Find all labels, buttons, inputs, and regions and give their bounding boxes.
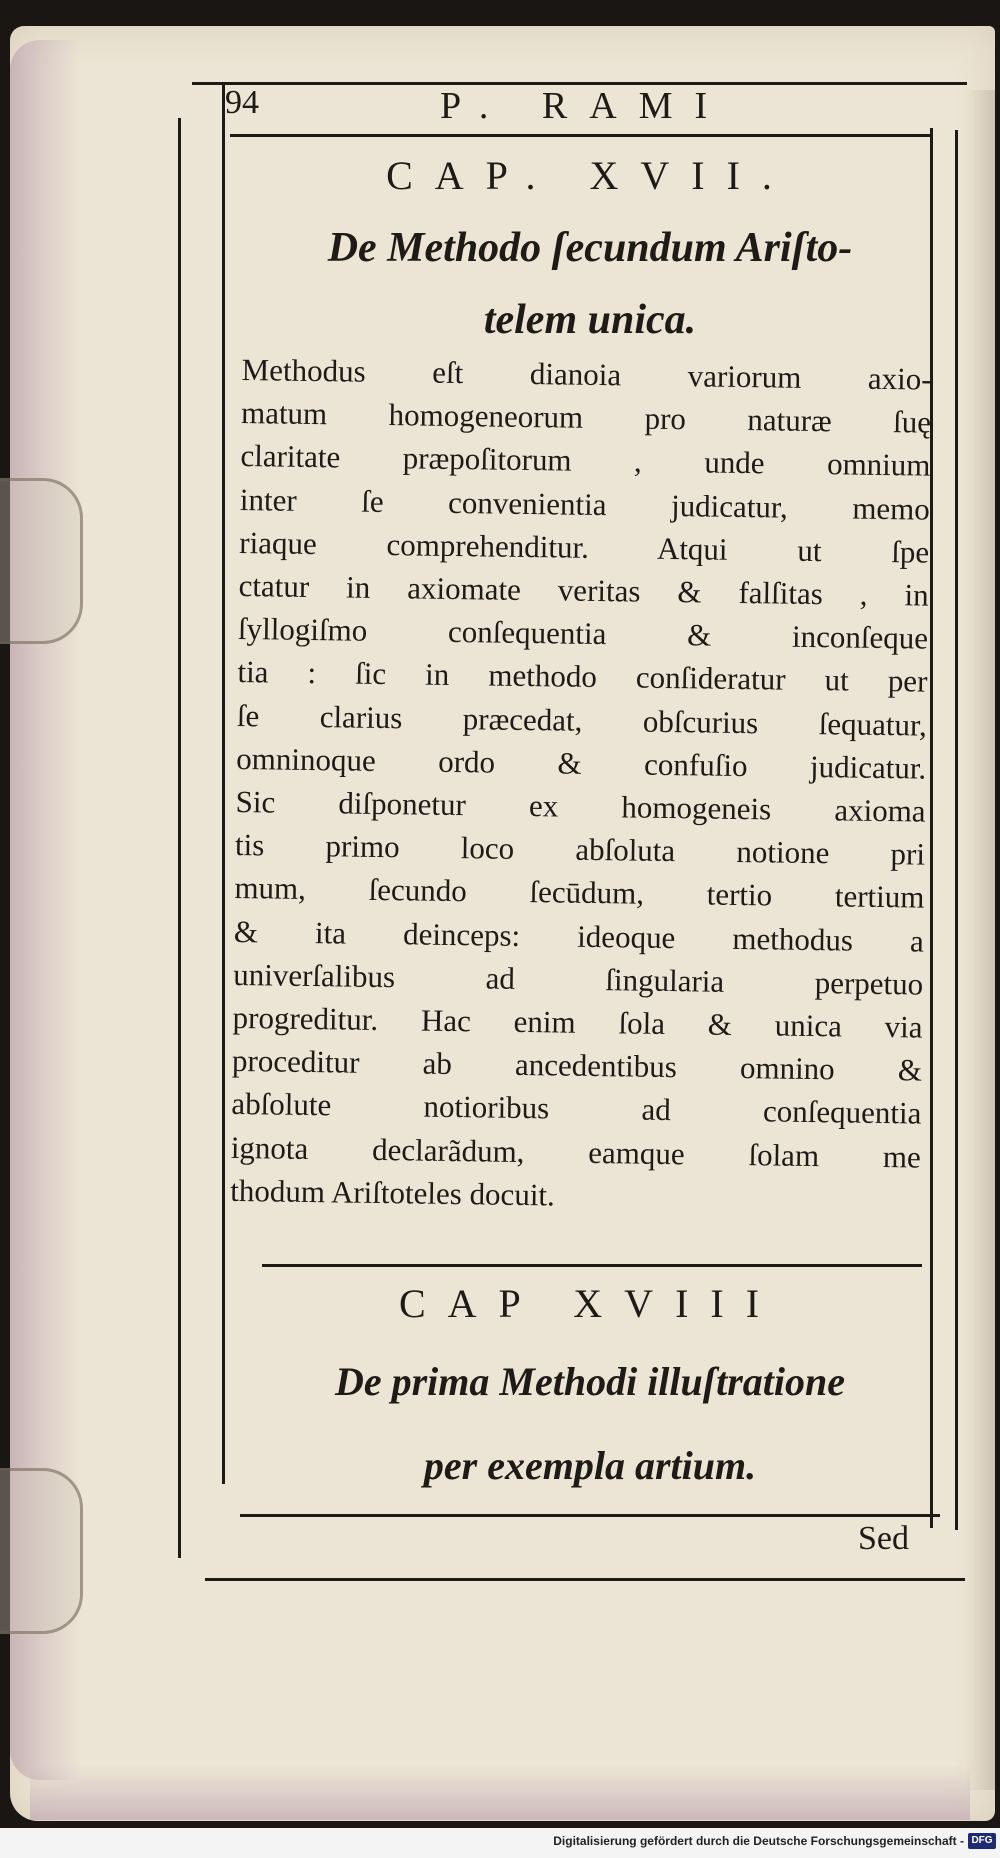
body-line: & ita deinceps: ideoque methodus a — [233, 913, 925, 959]
section-divider-rule — [262, 1264, 922, 1267]
book-clasp-top — [0, 478, 83, 644]
body-line: Methodus eſt dianoia variorum axio- — [241, 351, 932, 397]
body-line: riaque comprehenditur. Atqui ut ſpe — [239, 524, 930, 570]
dfg-logo-icon: DFG — [968, 1833, 996, 1849]
body-line: inter ſe convenientia judicatur, memo — [239, 481, 931, 527]
page-edge-shadow — [965, 90, 995, 1790]
header-rule — [230, 134, 930, 137]
chapter-title-18-line-2: per exempla artium. — [423, 1443, 757, 1488]
frame-rule-right-outer — [955, 130, 958, 1530]
frame-rule-left-inner — [222, 84, 225, 1484]
body-line: mum, ſecundo ſecūdum, tertio tertium — [234, 870, 925, 916]
chapter-title-18 — [240, 1340, 940, 1508]
digitization-footer — [0, 1828, 1000, 1858]
frame-rule-left-outer — [178, 118, 181, 1558]
body-line: Sic diſponetur ex homogeneis axioma — [235, 783, 926, 829]
body-line: ctatur in axiomate veritas & falſitas , in — [238, 567, 929, 613]
body-line: matum homogeneorum pro naturæ ſuę — [240, 395, 932, 440]
chapter-heading-18: CAP XVIII — [398, 1281, 782, 1326]
frame-rule-bottom-outer — [205, 1578, 965, 1581]
body-line: proceditur ab ancedentibus omnino & — [231, 1043, 923, 1088]
body-line: univerſalibus ad ſingularia perpetuo — [233, 956, 924, 1002]
body-line: thodum Ariſtoteles docuit. — [229, 1172, 556, 1213]
frame-rule-bottom-inner — [240, 1514, 940, 1517]
page-stain-bottom — [30, 1765, 970, 1820]
body-line: abſolute notioribus ad conſequentia — [231, 1086, 922, 1132]
chapter-heading-17: CAP. XVII. — [386, 153, 794, 198]
running-head — [225, 84, 950, 134]
book-clasp-bottom — [0, 1468, 83, 1634]
body-line: claritate præpoſitorum , unde omnium — [240, 438, 931, 484]
chapter-title-17 — [240, 212, 940, 356]
body-line: tia : ſic in methodo conſideratur ut per — [237, 654, 928, 700]
body-line: tis primo loco abſoluta notione pri — [234, 827, 926, 872]
page-number: 94 — [225, 84, 259, 121]
chapter-title-17-line-1: De Methodo ſecundum Ariſto- — [327, 225, 853, 271]
body-line: ſyllogiſmo conſequentia & inconſeque — [237, 611, 929, 656]
footer-credit: Digitalisierung gefördert durch die Deutsche Forschungsgemeinschaft - — [553, 1834, 964, 1848]
catchword: Sed — [858, 1520, 909, 1557]
body-line: progreditur. Hac enim ſola & unica via — [232, 999, 923, 1045]
chapter-17-body — [230, 348, 932, 1222]
chapter-title-18-line-1: De prima Methodi illuſtratione — [334, 1359, 846, 1404]
body-line: omninoque ordo & confuſio judicatur. — [236, 740, 927, 786]
body-line: ſe clarius præcedat, obſcurius ſequatur, — [236, 697, 928, 743]
body-line: ignota declarãdum, eamque ſolam me — [230, 1129, 922, 1175]
running-title: P. RAMI — [440, 85, 730, 127]
chapter-title-17-line-2: telem unica. — [483, 297, 697, 343]
